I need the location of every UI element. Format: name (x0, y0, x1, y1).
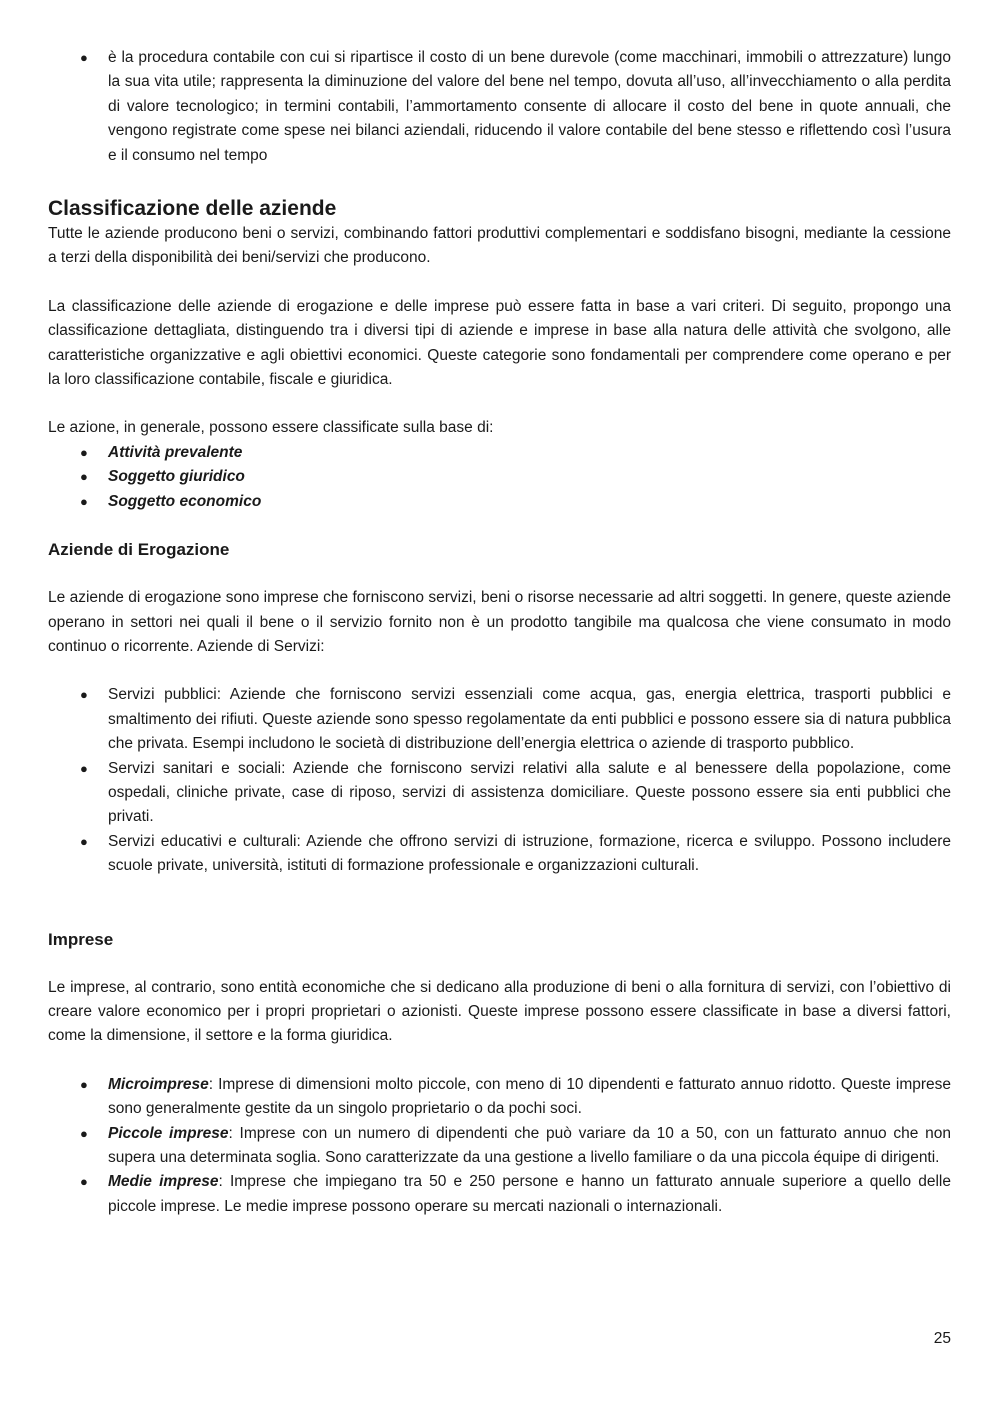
paragraph: Le imprese, al contrario, sono entità economiche che si dedicano alla produzione di beni o alla fornitura di servizi, con l’obiettivo di creare valore economico per i propri proprietari o azionisti. Queste imprese possono essere classificate in base a diversi fattori, come la dimensione, il settore e la forma giuridica. (48, 978, 951, 1045)
document-page (48, 46, 951, 1219)
criteria-list (48, 441, 951, 514)
list-item (48, 465, 951, 489)
list-item-text: : Imprese con un numero di dipendenti che può variare da 10 a 50, con un fatturato annuo che non supera una determinata soglia. Sono caratterizzate da una gestione a livello familiare o da una piccola équipe di dirigenti. (108, 1124, 951, 1166)
list-item (48, 1170, 951, 1219)
list-item-term: Piccole imprese (108, 1124, 229, 1142)
list-item (48, 46, 951, 168)
imprese-list (48, 1073, 951, 1219)
section-heading-erogazione: Aziende di Erogazione (48, 540, 230, 560)
section-heading-classificazione: Classificazione delle aziende (48, 197, 337, 221)
bullet-icon: ● (80, 1174, 88, 1190)
intro-list (48, 46, 951, 168)
bullet-icon: ● (80, 444, 88, 460)
list-item-text: : Imprese che impiegano tra 50 e 250 persone e hanno un fatturato annuale superiore a quello delle piccole imprese. Le medie imprese possono operare su mercati nazionali o internazionali. (108, 1173, 951, 1215)
section-heading-imprese: Imprese (48, 929, 114, 949)
list-item (48, 683, 951, 756)
services-list (48, 683, 951, 878)
bullet-icon: ● (80, 833, 88, 849)
list-item-text: : Imprese di dimensioni molto piccole, con meno di 10 dipendenti e fatturato annuo ridotto. Queste imprese sono generalmente gestite da un singolo proprietario o da pochi soci. (108, 1075, 951, 1118)
bullet-icon: ● (80, 760, 88, 776)
paragraph: Tutte le aziende producono beni o servizi, combinando fattori produttivi complementari e soddisfano bisogni, mediante la cessione a terzi della disponibilità dei beni/servizi che producono. (48, 225, 951, 267)
list-item (48, 490, 951, 514)
list-item-text: Soggetto giuridico (108, 468, 245, 486)
bullet-icon: ● (80, 1076, 88, 1092)
list-item (48, 441, 951, 465)
list-item-text: Attività prevalente (108, 443, 243, 461)
list-item-term: Microimprese (108, 1075, 209, 1093)
bullet-icon: ● (80, 1125, 88, 1141)
page-number: 25 (933, 1330, 951, 1347)
list-item-term: Medie imprese (108, 1173, 219, 1191)
bullet-icon: ● (80, 50, 88, 65)
list-item (48, 830, 951, 879)
list-item (48, 1122, 951, 1171)
bullet-icon: ● (80, 469, 88, 485)
paragraph: Le azione, in generale, possono essere classificate sulla base di: (48, 419, 494, 437)
list-item-text: è la procedura contabile con cui si ripartisce il costo di un bene durevole (come macchinari, immobili o attrezzature) lungo la sua vita utile; rappresenta la diminuzione del valore del bene nel tempo, dovuta all’uso, all’invecchiamento o alla perdita di valore tecnologico; in termini contabili, l’ammortamento consente di allocare il costo del bene in quote annuali, che vengono registrate come spese nei bilanci aziendali, riducendo il valore contabile del bene stesso e riflettendo così l’usura e il consumo nel tempo (108, 49, 951, 164)
list-item-text: Soggetto economico (108, 492, 262, 510)
paragraph: Le aziende di erogazione sono imprese che forniscono servizi, beni o risorse necessarie ad altri soggetti. In genere, queste aziende operano in settori nei quali il bene o il servizio fornito non è un prodotto tangibile ma qualcosa che viene consumato in modo continuo o ricorrente. Aziende di Servizi: (48, 589, 951, 655)
list-item-text: Servizi pubblici: Aziende che forniscono servizi essenziali come acqua, gas, energia elettrica, trasporti pubblici e smaltimento dei rifiuti. Queste aziende sono spesso regolamentate da enti pubblici e possono essere sia di natura pubblica che privata. Esempi includono le società di distribuzione dell’energia elettrica o aziende di trasporto pubblico. (108, 686, 951, 753)
paragraph: La classificazione delle aziende di erogazione e delle imprese può essere fatta in base a vari criteri. Di seguito, propongo una classificazione dettagliata, distinguendo tra i diversi tipi di aziende e imprese in base alla natura delle attività che svolgono, alle caratteristiche organizzative e agli obiettivi economici. Queste categorie sono fondamentali per comprendere come operano e per la loro classificazione contabile, fiscale e giuridica. (48, 297, 951, 389)
bullet-icon: ● (80, 493, 88, 509)
bullet-icon: ● (80, 687, 88, 703)
list-item (48, 757, 951, 830)
list-item-text: Servizi sanitari e sociali: Aziende che forniscono servizi relativi alla salute e al benessere della popolazione, come ospedali, cliniche private, case di riposo, servizi di assistenza domiciliare. Queste possono essere sia enti pubblici che privati. (108, 759, 951, 826)
list-item-text: Servizi educativi e culturali: Aziende che offrono servizi di istruzione, formazione, ricerca e sviluppo. Possono includere scuole private, università, istituti di formazione professionale e organizzazioni culturali. (108, 832, 951, 875)
list-item (48, 1073, 951, 1122)
